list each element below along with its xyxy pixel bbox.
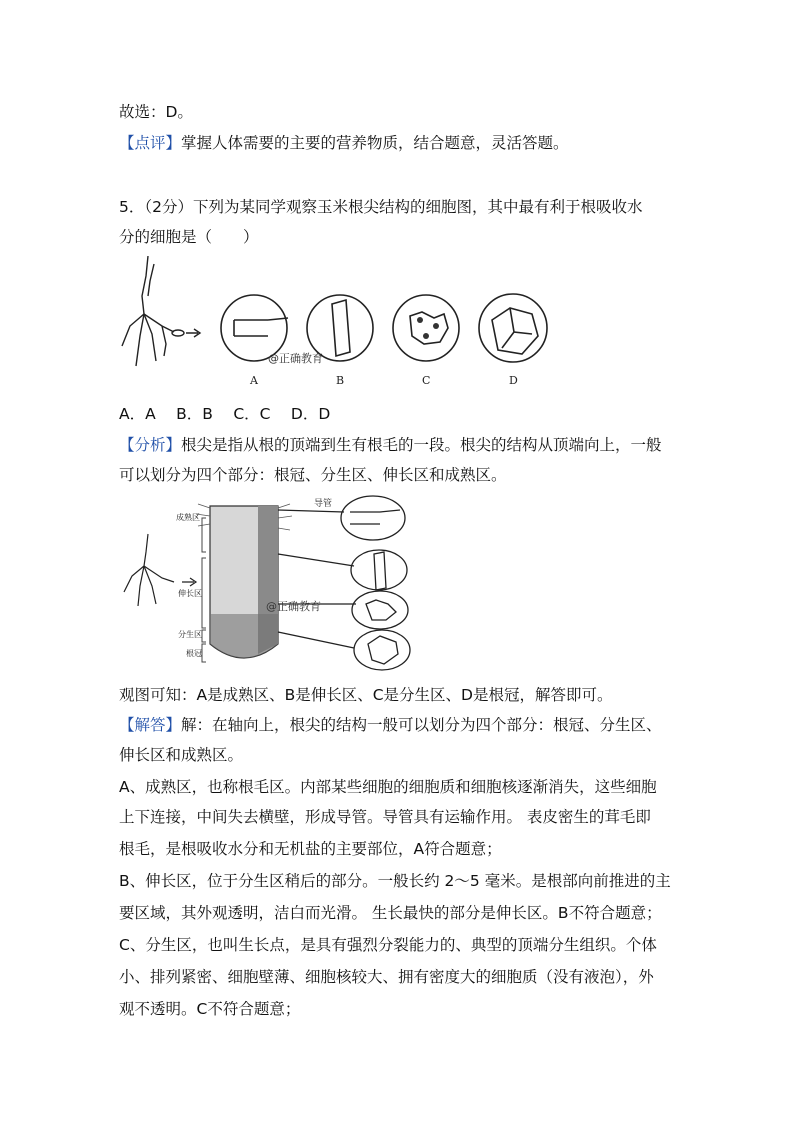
conclusion-line: 故选：D。 <box>119 103 193 121</box>
observation-line: 观图可知：A是成熟区、B是伸长区、C是分生区、D是根冠，解答即可。 <box>119 686 613 704</box>
watermark-1: @正确教育 <box>268 352 323 365</box>
zone-label-maturation: 成熟区 <box>176 513 200 522</box>
cell-a-hair <box>234 318 288 336</box>
label-b: B <box>336 374 345 387</box>
option-a-line-1: A、成熟区，也称根毛区。内部某些细胞的细胞质和细胞核逐渐消失，这些细胞 <box>119 778 657 796</box>
cell-c-circle <box>393 295 459 361</box>
option-b-line-1: B、伸长区，位于分生区稍后的部分。一般长约 2～5 毫米。是根部向前推进的主 <box>119 872 671 890</box>
question-5-line-2: 分的细胞是（ ） <box>119 228 259 246</box>
comment-tag: 【点评】 <box>119 134 182 152</box>
root-tip-section-figure <box>118 494 418 672</box>
zoom-cell-a <box>341 496 405 540</box>
cell-b-shape <box>332 300 350 356</box>
question-5-line-1: 5．（2分）下列为某同学观察玉米根尖结构的细胞图，其中最有利于根吸收水 <box>119 198 643 216</box>
option-c-line-3: 观不透明。C不符合题意； <box>119 1000 301 1018</box>
answer-options: A．A B．B C．C D．D <box>119 405 331 423</box>
solution-text-1: 解：在轴向上，根尖的结构一般可以划分为四个部分：根冠、分生区、 <box>181 716 662 734</box>
solution-line-1 <box>119 714 662 736</box>
corn-root-drawing <box>122 256 200 366</box>
option-a-line-2: 上下连接，中间失去横壁，形成导管。导管具有运输作用。 表皮密生的茸毛即 <box>119 808 651 826</box>
zone-label-meristem: 分生区 <box>178 630 202 639</box>
callout-xylem: 导管 <box>314 499 333 509</box>
cell-c-shape <box>410 312 448 344</box>
option-b-line-2: 要区域，其外观透明，洁白而光滑。 生长最快的部分是伸长区。B不符合题意； <box>119 904 662 922</box>
option-a-line-3: 根毛，是根吸收水分和无机盐的主要部位，A符合题意； <box>119 840 502 858</box>
zone-label-elongation: 伸长区 <box>178 589 202 598</box>
root-cells-figure <box>118 256 558 392</box>
comment-line <box>119 132 569 154</box>
label-c: C <box>422 374 431 387</box>
analysis-line-1 <box>119 434 662 456</box>
label-d: D <box>509 374 518 387</box>
analysis-text-1: 根尖是指从根的顶端到生有根毛的一段。根尖的结构从顶端向上，一般 <box>181 436 662 454</box>
cell-d-shape <box>492 308 538 354</box>
label-a: A <box>250 374 258 387</box>
zoom-cell-c <box>352 591 408 629</box>
solution-line-2: 伸长区和成熟区。 <box>119 746 244 764</box>
watermark-2: @正确教育 <box>266 600 321 613</box>
comment-text: 掌握人体需要的主要的营养物质，结合题意，灵活答题。 <box>181 134 569 152</box>
zone-label-rootcap: 根冠 <box>186 649 202 658</box>
solution-tag: 【解答】 <box>119 716 182 734</box>
zoom-cell-b <box>351 550 407 590</box>
option-c-line-2: 小、排列紧密、细胞壁薄、细胞核较大、拥有密度大的细胞质（没有液泡），外 <box>119 968 654 986</box>
analysis-tag: 【分析】 <box>119 436 182 454</box>
analysis-line-2: 可以划分为四个部分：根冠、分生区、伸长区和成熟区。 <box>119 466 507 484</box>
option-c-line-1: C、分生区，也叫生长点，是具有强烈分裂能力的、典型的顶端分生组织。个体 <box>119 936 657 954</box>
